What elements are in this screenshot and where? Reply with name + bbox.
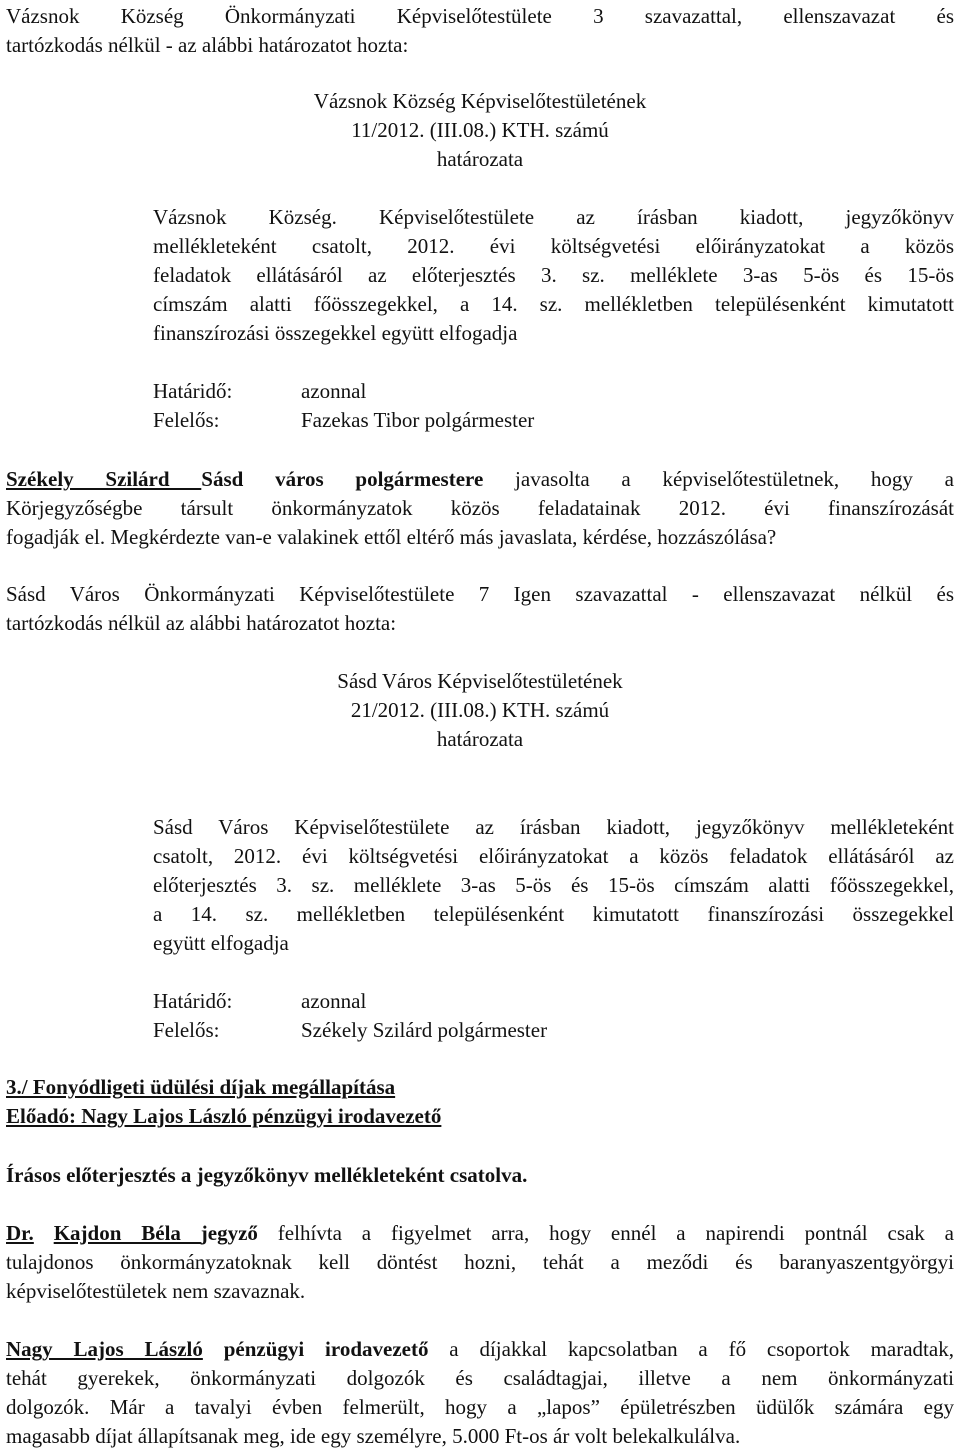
attachment-note-text: Írásos előterjesztés a jegyzőkönyv mellékleteként csatolva.: [6, 1163, 528, 1187]
deadline-value: azonnal: [301, 379, 367, 403]
speaker-role: jegyző: [200, 1221, 258, 1245]
presenter-label: Előadó:: [6, 1104, 77, 1128]
resolution-word: határozata: [436, 147, 524, 171]
resolution-line: feladatok ellátásáról az előterjesztés 3. sz. melléklete 3-as 5-ös és 15-ös: [153, 263, 954, 287]
deadline-label: Határidő:: [153, 379, 233, 403]
paragraph-line: képviselőtestületek nem szavaznak.: [6, 1279, 306, 1303]
resolution-line: előterjesztés 3. sz. melléklete 3-as 5-ös és 15-ös címszám alatti főösszegekkel,: [153, 873, 954, 897]
speaker-role: Sásd város polgármestere: [201, 467, 484, 491]
speaker-name: Székely Szilárd: [6, 467, 202, 491]
speaker-title: Dr.: [6, 1221, 34, 1245]
resolution-line: Sásd Város Képviselőtestülete az írásban kiadott, jegyzőkönyv mellékleteként: [153, 815, 954, 839]
resolution-title: Vázsnok Község Képviselőtestületének: [313, 89, 647, 113]
resolution-line: finanszírozási összegekkel együtt elfogadja: [153, 321, 518, 345]
notary-paragraph: [6, 1219, 954, 1306]
resolution-line: csatolt, 2012. évi költségvetési előirányzatokat a közös feladatok ellátásáról az: [153, 844, 954, 868]
attachment-note: [6, 1161, 954, 1190]
speaker-name: Kajdon Béla: [53, 1221, 201, 1245]
paragraph-line: [6, 1335, 954, 1364]
resolution-line: Vázsnok Község. Képviselőtestülete az írásban kiadott, jegyzőkönyv: [153, 205, 954, 229]
vazsnok-vote-paragraph: [6, 2, 954, 60]
presenter-value: Nagy Lajos László pénzügyi irodavezető: [76, 1104, 442, 1128]
resolution-heading: [0, 87, 960, 174]
resolution-body: [153, 203, 954, 348]
sasd-vote-paragraph: [6, 580, 954, 638]
deadline-label: Határidő:: [153, 989, 233, 1013]
paragraph-line: tartózkodás nélkül az alábbi határozatot hozta:: [6, 611, 397, 635]
paragraph-line: Körjegyzőségbe társult önkormányzatok közös feladatainak 2012. évi finanszírozását: [6, 496, 954, 520]
responsible-value: Fazekas Tibor polgármester: [301, 408, 535, 432]
paragraph-text: felhívta a figyelmet arra, hogy ennél a napirendi pontnál csak a: [257, 1221, 954, 1245]
resolution-line: mellékleteként csatolt, 2012. évi költségvetési előirányzatokat a közös: [153, 234, 954, 258]
resolution-line: a 14. sz. mellékletben településenként kimutatott finanszírozási összegekkel: [153, 902, 954, 926]
resolution-title: Sásd Város Képviselőtestületének: [337, 669, 623, 693]
paragraph-line: Vázsnok Község Önkormányzati Képviselőtestülete 3 szavazattal, ellenszavazat és: [6, 4, 954, 28]
finance-paragraph: [6, 1335, 954, 1451]
paragraph-line: Sásd Város Önkormányzati Képviselőtestülete 7 Igen szavazattal - ellenszavazat nélkül és: [6, 582, 954, 606]
deadline-value: azonnal: [301, 989, 367, 1013]
paragraph-text: a díjakkal kapcsolatban a fő csoportok maradtak,: [428, 1337, 954, 1361]
resolution-line: címszám alatti főösszegekkel, a 14. sz. mellékletben településenként kimutatott: [153, 292, 954, 316]
resolution-body: [153, 813, 954, 958]
resolution-heading: [0, 667, 960, 754]
presenter-line: [6, 1102, 954, 1131]
responsible-label: Felelős:: [153, 1018, 220, 1042]
paragraph-line: dolgozók. Már a tavalyi évben felmerült, hogy a „lapos” épületrészben üdülők számára egy: [6, 1395, 954, 1419]
agenda-item-title: 3./ Fonyódligeti üdülési díjak megállapítása: [6, 1075, 396, 1099]
proposal-paragraph: [6, 465, 954, 552]
speaker-role: pénzügyi irodavezető: [202, 1337, 429, 1361]
paragraph-line: tulajdonos önkormányzatoknak kell döntést hozni, tehát a meződi és baranyaszentgyörgyi: [6, 1250, 954, 1274]
paragraph-text: javasolta a képviselőtestületnek, hogy a: [483, 467, 954, 491]
resolution-number: 11/2012. (III.08.) KTH. számú: [351, 118, 609, 142]
speaker-name: Nagy Lajos László: [6, 1337, 203, 1361]
resolution-word: határozata: [436, 727, 524, 751]
paragraph-line: tehát gyerekek, önkormányzati dolgozók és családtagjai, illetve a nem önkormányzati: [6, 1366, 954, 1390]
paragraph-line: [6, 1219, 954, 1248]
resolution-line: együtt elfogadja: [153, 931, 289, 955]
section-heading: [6, 1073, 954, 1131]
paragraph-line: [6, 465, 954, 494]
paragraph-line: fogadják el. Megkérdezte van-e valakinek ettől eltérő más javaslata, kérdése, hozzászólása?: [6, 525, 777, 549]
responsible-label: Felelős:: [153, 408, 220, 432]
paragraph-line: magasabb díjat állapítsanak meg, ide egy személyre, 5.000 Ft-os ár volt belekalkulálva.: [6, 1424, 741, 1448]
paragraph-line: tartózkodás nélkül - az alábbi határozatot hozta:: [6, 33, 409, 57]
responsible-value: Székely Szilárd polgármester: [301, 1018, 548, 1042]
resolution-number: 21/2012. (III.08.) KTH. számú: [350, 698, 610, 722]
